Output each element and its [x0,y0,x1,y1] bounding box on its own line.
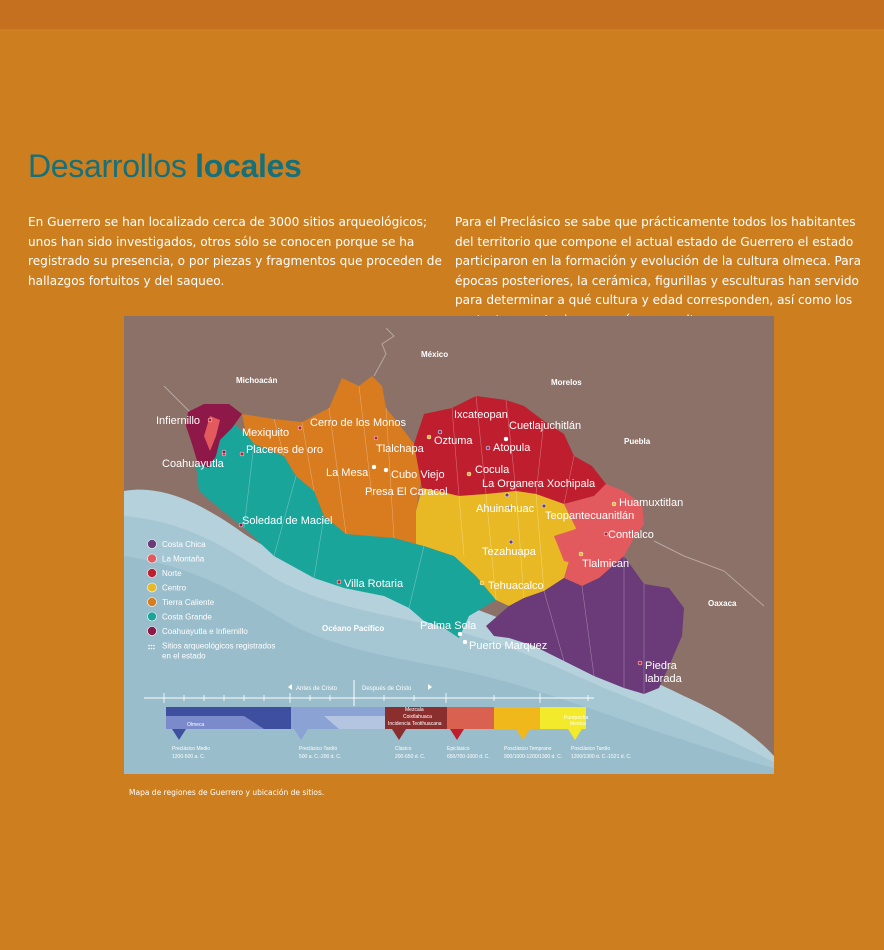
site-dot [480,581,484,585]
legend-swatch [148,554,157,563]
before-christ-label: Antes de Cristo [296,686,338,692]
site-dot [384,468,388,472]
map-caption: Mapa de regiones de Guerrero y ubicación de sitios. [129,788,325,797]
site-dot [458,632,462,636]
site-dot [542,504,546,508]
legend-swatch [148,540,157,549]
legend-label: Sitios arqueológicos registrados en el estado [162,641,276,661]
ocean-label: Océano Pacífico [322,624,385,633]
site-label: Atopula [493,442,531,454]
site-dot [612,502,616,506]
state-label: Morelos [551,378,582,387]
site-dot [372,465,376,469]
period-name: Preclásico Medio [172,746,211,752]
legend-swatch [148,583,157,592]
mezcala-label: Mezcala [405,707,424,713]
site-label: Presa El Caracol [365,486,448,498]
coixtlahuaca-label: Coixtlahuaca [403,714,432,720]
site-label: La Mesa [326,467,369,479]
site-label: Teopantecuanitlán [545,510,635,522]
site-dot [504,437,508,441]
teotihuacana-label: Incidencia Teotihuacana [388,721,442,727]
site-dot [509,540,513,544]
site-dot [579,552,583,556]
legend-swatch [148,627,157,636]
mexica-label: Mexica [570,721,586,727]
site-label: Piedra labrada [645,660,682,685]
site-dot [240,452,244,456]
top-bar [0,0,884,29]
after-christ-label: Después de Cristo [362,686,412,692]
site-dot [463,640,467,644]
site-dot [638,661,642,665]
site-dot [337,580,341,584]
site-label: Placeres de oro [246,444,324,456]
site-label: Contlalco [608,529,654,541]
site-label: Palma Sola [420,620,477,632]
site-label: Coahuayutla [162,458,224,470]
period-name: Epiclásico [447,746,470,752]
legend-dot [153,645,155,647]
title-normal: Desarrollos [28,148,196,184]
site-dot [298,426,302,430]
site-dot [222,450,226,454]
site-label: Tezahuapa [482,546,536,558]
site-dot [374,436,378,440]
site-dot [505,493,509,497]
legend-dot [148,648,150,650]
period-band [494,707,540,729]
site-label: Ahuinahuac [476,503,535,515]
site-label: Mexiquito [242,427,290,439]
site-label: Cuetlajuchitlán [509,420,582,432]
site-label: Soledad de Maciel [242,515,333,527]
purepecha-label: Purépecha [564,715,589,721]
site-dot [438,430,442,434]
site-dot [427,435,431,439]
legend-label: La Montaña [162,554,205,564]
site-label: Villa Rotaria [344,578,404,590]
legend-label: Norte [162,569,182,578]
period-name: Clásico [395,746,412,752]
site-label: Tehuacalco [488,580,544,592]
legend-dot [153,648,155,650]
period-name: Posclásico Tardío [571,746,611,752]
state-label: Puebla [624,437,651,446]
site-dot [208,418,212,422]
period-dates: 650/700-1000 d. C. [447,754,490,760]
site-label: Tlalmican [582,558,630,570]
legend-swatch [148,612,157,621]
site-label: Cubo Viejo [391,469,445,481]
legend-dot [151,645,153,647]
site-label: Infiernillo [156,415,201,427]
legend-dot [148,645,150,647]
site-label: Tlalchapa [376,443,424,455]
period-name: Posclásico Temprano [504,746,552,752]
legend-swatch [148,569,157,578]
legend-label: Costa Chica [162,540,206,549]
olmeca-label: Olmeca [187,722,205,728]
period-dates: 1200/1300 d. C.-1521 d. C. [571,754,632,760]
intro-paragraph-left: En Guerrero se han localizado cerca de 3000 sitios arqueológicos; unos han sido investigados, otros sólo se conocen porque se ha registrado su presencia, o por piezas y fragmentos que proceden de hallazgos fortuitos y del saqueo. [28,215,442,288]
period-name: Preclásico Tardío [299,746,338,752]
site-label: Oztuma [434,435,473,447]
site-label: Cerro de los Monos [310,417,406,429]
legend-dot [151,648,153,650]
site-label: Cocula [475,464,510,476]
period-dates: 900/1000-1200/1300 d. C. [504,754,563,760]
title-bold: locales [195,148,302,184]
legend-label: Coahuayutla e Infiernillo [162,627,248,636]
site-label: La Organera Xochipala [482,478,596,490]
guerrero-regions-map [124,316,774,774]
legend-label: Tierra Caliente [162,598,215,607]
site-dot [486,446,490,450]
period-band [447,707,494,729]
legend-label: Costa Grande [162,612,212,622]
legend-label: Centro [162,583,187,593]
legend-swatch [148,598,157,607]
state-label: México [421,350,449,359]
state-label: Michoacán [236,376,278,385]
period-dates: 1200-500 a. C. [172,754,206,760]
state-label: Oaxaca [708,599,737,608]
site-label: Puerto Marquez [469,640,548,652]
site-dot [467,472,471,476]
intro-paragraph-right: Para el Preclásico se sabe que prácticamente todos los habitantes del territorio que compone el actual estado de Guerrero el estado participaron en la formación y evolución de la cultura olmeca. Para épocas posteriores, la cerámica, figurillas y esculturas han servido para determinar a qué cultura y edad corresponden, así como los [455,215,862,307]
period-dates: 200-650 d. C. [395,754,426,760]
period-dates: 500 a. C.-200 d. C. [299,754,342,760]
site-label: Huamuxtitlan [619,497,684,509]
site-label: Ixcateopan [454,409,508,421]
page-title [28,148,302,185]
